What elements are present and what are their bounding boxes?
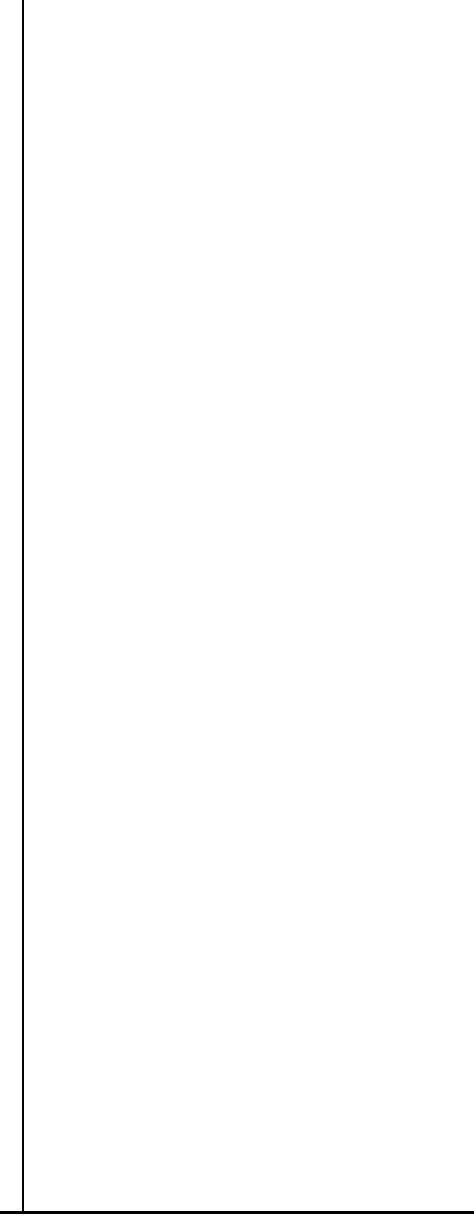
bottom-margin-rule (0, 1211, 474, 1214)
left-margin-rule (22, 0, 24, 1213)
